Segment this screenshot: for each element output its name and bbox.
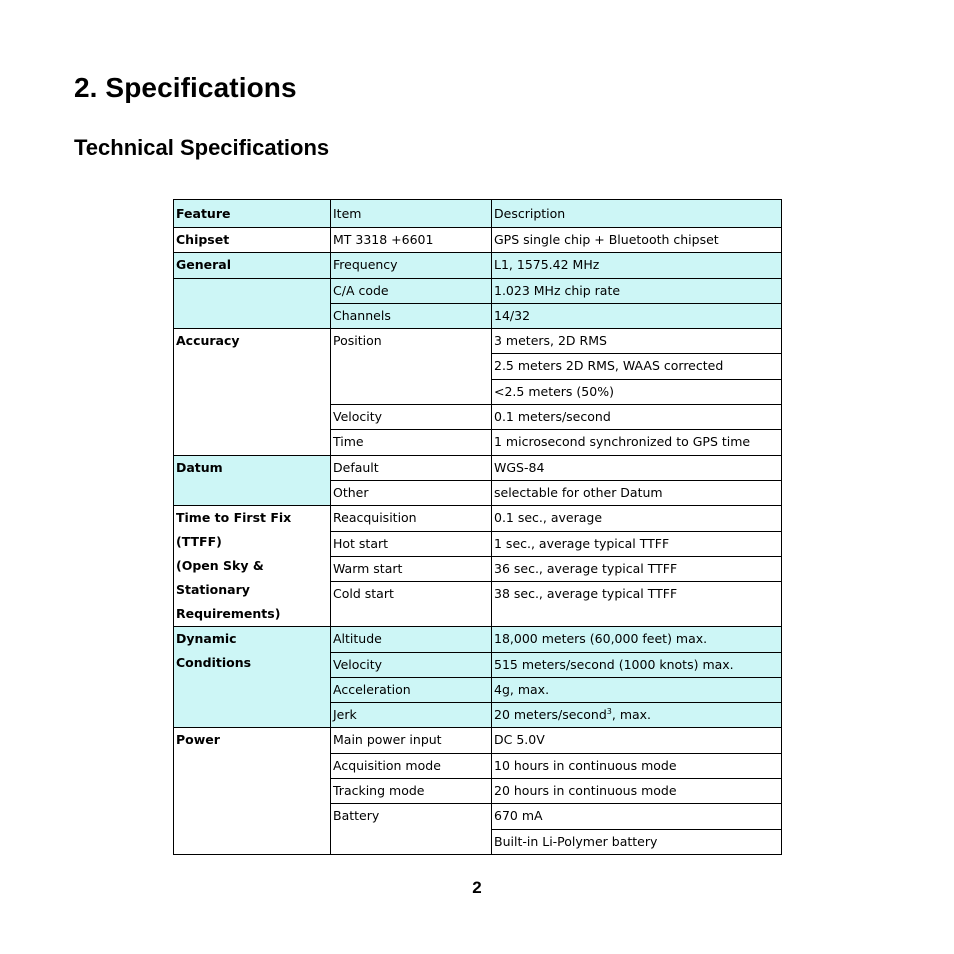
page-number: 2 <box>472 878 482 897</box>
feature-ttff-line: Requirements) <box>176 606 281 622</box>
item-cell: Hot start <box>331 531 492 556</box>
section-subtitle: Technical Specifications <box>74 135 330 160</box>
description-cell: GPS single chip + Bluetooth chipset <box>492 228 782 253</box>
item-cell: Time <box>331 430 492 455</box>
description-cell <box>492 703 782 728</box>
table-header-row <box>174 200 782 228</box>
feature-ttff-line: (TTFF) <box>176 534 222 550</box>
description-cell: WGS-84 <box>492 455 782 480</box>
item-cell: Reacquisition <box>331 506 492 531</box>
table-row <box>174 253 782 278</box>
description-cell: 4g, max. <box>492 677 782 702</box>
spec-table <box>173 199 782 855</box>
feature-ttff-line: Stationary <box>176 582 250 598</box>
feature-ttff-line: Time to First Fix <box>176 510 292 526</box>
item-cell: Jerk <box>331 703 492 728</box>
item-cell: Frequency <box>331 253 492 278</box>
item-cell: Velocity <box>331 405 492 430</box>
description-cell: 36 sec., average typical TTFF <box>492 556 782 581</box>
header-description: Description <box>492 200 782 228</box>
item-cell: Acceleration <box>331 677 492 702</box>
feature-ttff-line: (Open Sky & <box>176 558 264 574</box>
item-cell: Channels <box>331 303 492 328</box>
description-cell: 14/32 <box>492 303 782 328</box>
item-cell: Acquisition mode <box>331 753 492 778</box>
item-cell: MT 3318 +6601 <box>331 228 492 253</box>
item-cell: Warm start <box>331 556 492 581</box>
description-cell: 1 microsecond synchronized to GPS time <box>492 430 782 455</box>
header-feature: Feature <box>174 200 331 228</box>
feature-general: General <box>174 253 331 278</box>
description-cell: 1.023 MHz chip rate <box>492 278 782 303</box>
item-cell: Default <box>331 455 492 480</box>
feature-general-continuation <box>174 278 331 329</box>
feature-power: Power <box>174 728 331 854</box>
item-cell: Battery <box>331 804 492 855</box>
description-cell: 3 meters, 2D RMS <box>492 329 782 354</box>
description-cell: Built-in Li-Polymer battery <box>492 829 782 854</box>
header-item: Item <box>331 200 492 228</box>
item-cell: Other <box>331 480 492 505</box>
page-title: 2. Specifications <box>74 72 297 103</box>
table-row <box>174 506 782 531</box>
table-row <box>174 329 782 354</box>
feature-dynamic <box>174 627 331 728</box>
description-cell: L1, 1575.42 MHz <box>492 253 782 278</box>
feature-dynamic-line: Conditions <box>176 655 252 671</box>
table-row <box>174 627 782 652</box>
description-cell: 10 hours in continuous mode <box>492 753 782 778</box>
description-cell: 18,000 meters (60,000 feet) max. <box>492 627 782 652</box>
description-cell: selectable for other Datum <box>492 480 782 505</box>
item-cell: C/A code <box>331 278 492 303</box>
item-cell: Position <box>331 329 492 405</box>
item-cell: Velocity <box>331 652 492 677</box>
description-cell: 515 meters/second (1000 knots) max. <box>492 652 782 677</box>
description-cell: DC 5.0V <box>492 728 782 753</box>
jerk-desc-suffix: , max. <box>611 707 652 723</box>
description-cell: 20 hours in continuous mode <box>492 779 782 804</box>
table-row <box>174 728 782 753</box>
item-cell: Main power input <box>331 728 492 753</box>
jerk-desc-superscript: 3 <box>606 707 612 716</box>
table-row <box>174 278 782 303</box>
item-cell: Altitude <box>331 627 492 652</box>
description-cell: 38 sec., average typical TTFF <box>492 582 782 627</box>
table-row <box>174 455 782 480</box>
description-cell: 0.1 sec., average <box>492 506 782 531</box>
feature-datum: Datum <box>174 455 331 506</box>
description-cell: <2.5 meters (50%) <box>492 379 782 404</box>
feature-accuracy: Accuracy <box>174 329 331 455</box>
item-cell: Tracking mode <box>331 779 492 804</box>
feature-chipset: Chipset <box>174 228 331 253</box>
feature-dynamic-line: Dynamic <box>176 631 237 647</box>
description-cell: 0.1 meters/second <box>492 405 782 430</box>
feature-ttff <box>174 506 331 627</box>
description-cell: 2.5 meters 2D RMS, WAAS corrected <box>492 354 782 379</box>
table-row <box>174 228 782 253</box>
item-cell: Cold start <box>331 582 492 627</box>
description-cell: 670 mA <box>492 804 782 829</box>
description-cell: 1 sec., average typical TTFF <box>492 531 782 556</box>
jerk-desc-prefix: 20 meters/second <box>494 707 607 723</box>
